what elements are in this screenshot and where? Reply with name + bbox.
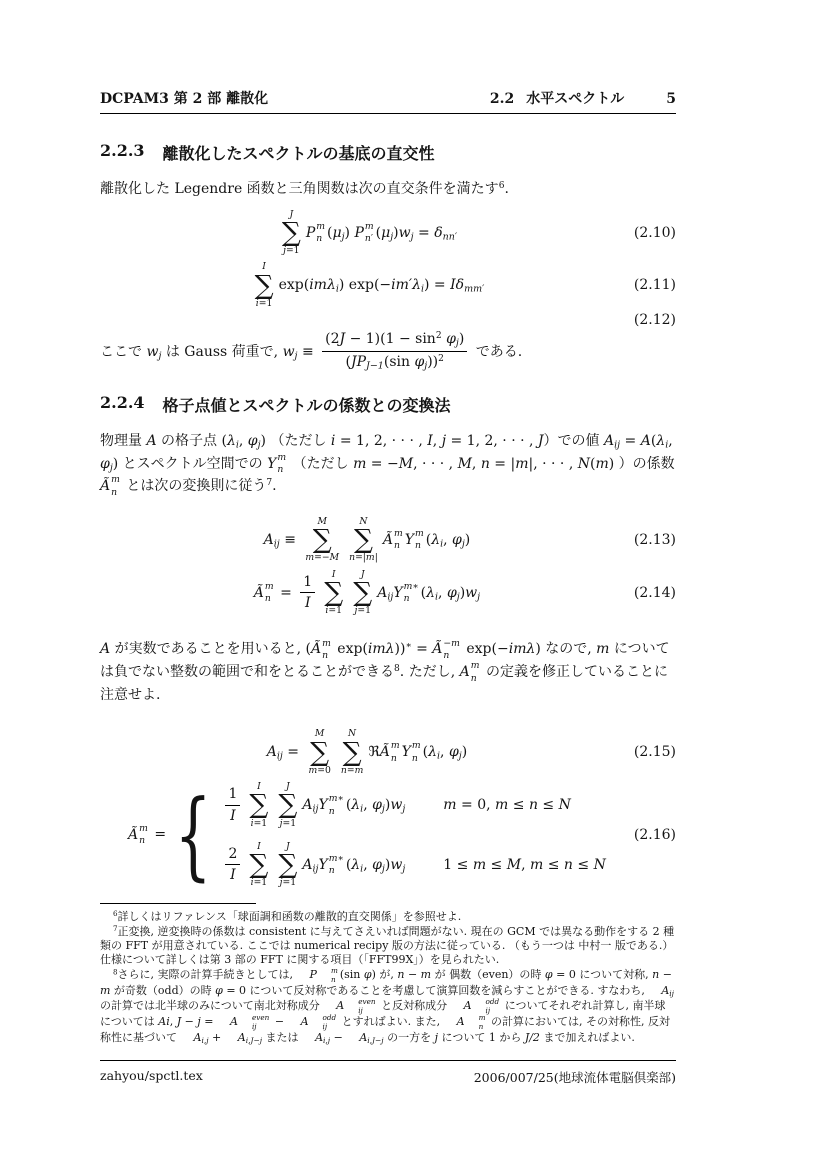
math-symbol: A m n xyxy=(459,660,480,684)
equation-2-13-body: Aij ≡ M ∑ m=−M N ∑ n=|m| Ã m n Y m n (λi, φj) xyxy=(263,515,471,564)
section-heading-2-2-4 xyxy=(100,393,676,416)
equation-2-14-body: Ã m n = $\frac{1}{I}$ I ∑ i=1 J ∑ j=1 AijY m∗ n (λi, φj)wj xyxy=(253,568,481,617)
math-sum: I ∑ i=1 xyxy=(249,781,269,829)
equation-2-13-number: (2.13) xyxy=(633,531,676,548)
math-symbol: λi xyxy=(431,531,444,550)
math-symbol: Ai,j xyxy=(315,1030,331,1045)
math-sum: N ∑ n=|m| xyxy=(349,515,378,564)
equation-2-12-number: (2.12) xyxy=(633,312,676,329)
sigma-glyph: ∑ xyxy=(324,576,344,608)
math-symbol: Y m∗ n xyxy=(318,852,344,877)
equation-2-14 xyxy=(100,569,676,617)
math-sum: I ∑ i=1 xyxy=(324,568,344,617)
footnote-7: $^7$正変換, 逆変換時の係数は consistent に与えてさえいれば問題がない. 現在の GCM では異なる動作をする 2 種類の FFT が用意されている. ここでは numerical recipy 版の方法に従っている. （もう一つは 中村一 版である.）仕様について詳しくは第 3 部の FFT に関する項目（「FFT99X」）を見られたい. xyxy=(100,924,675,967)
page-header xyxy=(100,0,676,108)
sigma-glyph: ∑ xyxy=(353,576,373,608)
math-symbol: P m n xyxy=(305,220,325,245)
paragraph-gauss-weight: ここで wj は Gauss 荷重で, wj ≡ $\frac{(2J - 1)(1 - \sin^2 \varphi j)}{(JPJ-1(\sin \varphi j))^2}$ である. xyxy=(100,331,523,372)
paragraph-real-number: A が実数であることを用いると, (Ã m n exp(imλ))∗ = Ã −m n exp(−imλ) なので, m については負でない整数の範囲で和をとることができる$^8$. ただし, A m n の定義を修正していることに注意せよ. xyxy=(100,637,670,703)
math-sum: M ∑ m=0 xyxy=(308,728,331,776)
case-row: $\frac{1}{I}$ I ∑ i=1 J ∑ j=1 AijY m∗ n (λi, φj)wj m = 0, m ≤ n ≤ N xyxy=(221,781,605,829)
math-symbol: φj xyxy=(372,856,385,875)
math-symbol: A m n xyxy=(456,1013,486,1032)
sigma-glyph: ∑ xyxy=(353,524,373,556)
math-symbol: λi xyxy=(226,432,239,451)
math-symbol: A even ij xyxy=(336,996,376,1016)
math-symbol: A even ij xyxy=(230,1013,270,1032)
math-sum: J ∑ j=1 xyxy=(353,568,373,617)
footnote-6: $^6$詳しくはリファレンス「球面調和函数の離散的直交関係」を参照せよ. xyxy=(113,909,462,923)
math-symbol: Ã m n xyxy=(253,580,274,605)
math-symbol: Ã m n xyxy=(310,637,331,662)
header-page-number: 5 xyxy=(666,91,676,107)
math-symbol: A odd ij xyxy=(300,1013,337,1032)
math-fraction: $\frac{1}{I}$ xyxy=(300,574,315,611)
equation-2-10 xyxy=(100,209,676,257)
math-symbol: Y m∗ n xyxy=(318,793,344,817)
section-number: 2.2.4 xyxy=(100,392,145,412)
footer-date-credit: 2006/007/25(地球流体電脳倶楽部) xyxy=(473,1070,676,1085)
math-symbol: P m n′ xyxy=(354,220,374,245)
paragraph-orthogonality-intro: 離散化した Legendre 函数と三角関数は次の直交条件を満たす$^6$. xyxy=(100,181,509,197)
math-symbol: φj xyxy=(372,797,385,815)
math-symbol: Ã m n xyxy=(100,474,120,498)
math-symbol: Ã m n xyxy=(379,740,400,764)
header-section-info xyxy=(490,88,676,108)
equation-2-16-body: Ã m n = { $\frac{1}{I}$ I ∑ i=1 J ∑ j=1 AijY m∗ n (λi, φj)wj m = 0, m ≤ n ≤ N $\frac{2}{I}$ I ∑ i=1 J ∑ j=1 AijY m∗ n (λi, φj)wj 1 ≤ m ≤ M, m ≤ n ≤ N xyxy=(128,778,606,891)
equation-2-10-number: (2.10) xyxy=(633,224,676,241)
sigma-glyph: ∑ xyxy=(342,736,362,768)
header-section-number: 2.2 xyxy=(489,91,515,107)
math-symbol: λi xyxy=(412,277,424,295)
math-symbol: Aij xyxy=(266,744,283,762)
equation-2-14-number: (2.14) xyxy=(633,584,676,601)
equation-2-11-body: I ∑ i=1 exp(imλi) exp(−im′λi) = Iδmm′ xyxy=(254,261,485,309)
sigma-glyph: ∑ xyxy=(281,216,301,248)
math-symbol: Y m n xyxy=(404,527,424,552)
header-section-title: 水平スペクトル xyxy=(526,91,625,107)
math-fraction: $\frac{(2J - 1)(1 - \sin^2 \varphi j)}{(JPJ-1(\sin \varphi j))^2}$ xyxy=(322,331,467,373)
equation-2-12 xyxy=(100,311,676,329)
math-cases xyxy=(174,778,606,891)
math-symbol: Aij xyxy=(603,432,621,451)
header-document-title: DCPAM3 第 2 部 離散化 xyxy=(100,91,269,107)
math-symbol: A odd ij xyxy=(463,996,500,1016)
equation-2-15 xyxy=(100,728,676,776)
sigma-glyph: ∑ xyxy=(312,524,332,556)
math-sum: J ∑ j=1 xyxy=(281,208,301,257)
math-symbol: φj xyxy=(247,432,261,451)
math-symbol: Aij xyxy=(302,856,319,875)
math-symbol: λi xyxy=(656,432,669,451)
sigma-glyph: ∑ xyxy=(278,849,298,881)
math-symbol: Ã −m n xyxy=(432,637,460,662)
math-sum: N ∑ n=m xyxy=(340,728,364,776)
math-sum: I ∑ i=1 xyxy=(249,840,269,889)
math-symbol: Ai,J−j xyxy=(237,1030,263,1045)
footnote-8: $^8$さらに, 実際の計算手続きとしては, P m n (sin φ) が, n − m が 偶数（even）の時 φ = 0 について対称, n − m が奇数（odd）の時 φ = 0 について反対称であることを考慮して演算回数を減らすことができる. すなわち, Aij の計算では北半球のみについて南北対称成分 A even ij と反対称成分 A odd ij についてそれぞれ計算し, 南半球については Ai, J − j = A even ij − A odd ij とすればよい. また, A m n の計算においては, その対称性, 反対称性に基づいて Ai,j + Ai,J−j または Ai,j − Ai,J−j の一方を j について 1 から J/2 まで加えればよい. xyxy=(100,966,674,1045)
math-symbol: φj xyxy=(448,744,462,762)
math-symbol: Ã m n xyxy=(382,527,403,552)
math-symbol: λi xyxy=(351,797,364,815)
math-symbol: Y m n xyxy=(401,740,421,764)
math-symbol: wj xyxy=(465,584,481,602)
case-row: $\frac{2}{I}$ I ∑ i=1 J ∑ j=1 AijY m∗ n (λi, φj)wj 1 ≤ m ≤ M, m ≤ n ≤ N xyxy=(221,841,605,889)
sigma-glyph: ∑ xyxy=(249,849,269,881)
page-body xyxy=(100,0,676,889)
sigma-glyph: ∑ xyxy=(310,736,330,768)
math-symbol: Y m∗ n xyxy=(393,580,419,605)
sigma-glyph: ∑ xyxy=(254,269,274,301)
equation-2-13 xyxy=(100,516,676,564)
math-symbol: wj xyxy=(146,343,162,362)
brace-glyph: { xyxy=(174,778,212,891)
math-symbol: λi xyxy=(426,584,439,602)
math-symbol: wj xyxy=(282,343,298,362)
math-symbol: Aij xyxy=(661,983,674,998)
math-sum: J ∑ j=1 xyxy=(278,840,298,889)
math-symbol: λi xyxy=(326,277,339,295)
math-fraction: $\frac{2}{I}$ xyxy=(225,846,240,883)
math-symbol: Aij xyxy=(263,531,280,550)
section-title: 離散化したスペクトルの基底の直交性 xyxy=(162,144,435,163)
section-title: 格子点値とスペクトルの係数との変換法 xyxy=(162,395,451,415)
math-symbol: φj xyxy=(100,455,113,473)
math-sum: J ∑ j=1 xyxy=(278,781,298,829)
math-symbol: Ai,J−j xyxy=(359,1030,384,1045)
math-symbol: wj xyxy=(390,797,406,815)
section-number: 2.2.3 xyxy=(100,141,145,160)
math-symbol: wj xyxy=(398,224,414,242)
equation-2-16 xyxy=(100,778,676,891)
math-symbol: Aij xyxy=(302,797,319,815)
equation-2-11-number: (2.11) xyxy=(633,277,676,294)
math-sum: M ∑ m=−M xyxy=(305,515,340,564)
math-symbol: φj xyxy=(452,531,465,550)
math-symbol: δnn′ xyxy=(434,224,458,242)
paragraph-transform-intro: 物理量 A の格子点 (λi, φj) （ただし i = 1, 2, · · · , I, j = 1, 2, · · · , J）での値 Aij = A(λi, φj) とスペクトル空間での Y m n （ただし m = −M, · · · , M, n = |m|, · · · , N(m) ）の係数 Ã m n とは次の変換則に従う$^7$. xyxy=(100,430,676,498)
math-symbol: φj xyxy=(446,331,459,349)
math-fraction: $\frac{1}{I}$ xyxy=(225,786,240,823)
equation-2-10-body: J ∑ j=1 P m n (μj) P m n′ (μj)wj = δnn′ xyxy=(281,208,458,257)
header-rule xyxy=(100,113,676,114)
math-symbol: Y m n xyxy=(267,451,287,476)
footnotes-section xyxy=(100,903,676,1045)
math-symbol: φj xyxy=(414,354,428,372)
footer-file-path: zahyou/spctl.tex xyxy=(100,1068,203,1083)
math-symbol: P m n xyxy=(309,966,338,985)
section-heading-2-2-3 xyxy=(100,141,676,164)
equation-2-15-body: Aij = M ∑ m=0 N ∑ n=m ℜÃ m n Y m n (λi, φj) xyxy=(266,728,468,776)
math-symbol: λi xyxy=(351,856,364,875)
equation-2-16-number: (2.16) xyxy=(633,826,676,843)
equation-2-15-number: (2.15) xyxy=(633,744,676,761)
sigma-glyph: ∑ xyxy=(278,789,298,821)
math-symbol: δmm′ xyxy=(455,277,485,295)
equation-2-11 xyxy=(100,261,676,309)
math-sum: I ∑ i=1 xyxy=(254,261,274,309)
math-symbol: φj xyxy=(446,584,460,602)
math-symbol: μj xyxy=(381,224,394,242)
math-symbol: Ai,j xyxy=(193,1030,209,1045)
math-symbol: μj xyxy=(332,224,345,242)
sigma-glyph: ∑ xyxy=(249,789,269,821)
math-symbol: Ã m n xyxy=(128,823,148,847)
page-footer xyxy=(100,1060,676,1086)
math-symbol: λi xyxy=(428,744,441,762)
math-symbol: Aij xyxy=(377,584,394,602)
footnote-rule xyxy=(100,903,256,904)
math-symbol: wj xyxy=(390,856,406,875)
